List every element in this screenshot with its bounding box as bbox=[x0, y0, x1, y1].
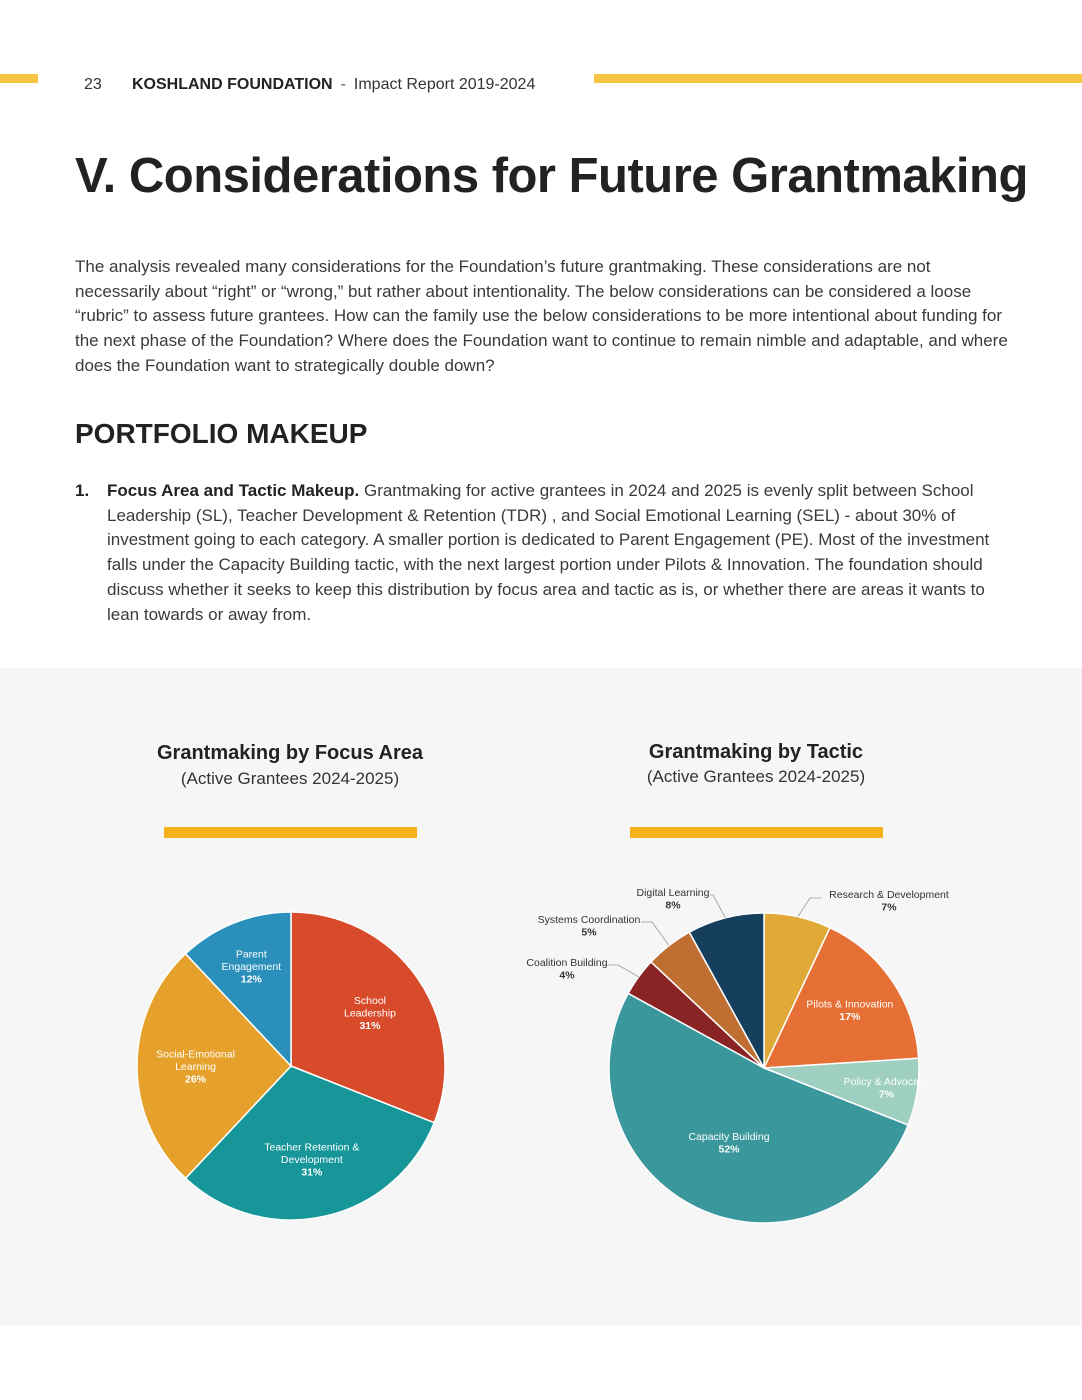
slice-label-capacity-building: Capacity Building 52% bbox=[688, 1131, 770, 1156]
page-title: V. Considerations for Future Grantmaking bbox=[75, 149, 1028, 203]
leader-line bbox=[798, 898, 822, 917]
slice-label-policy-advocacy: Policy & Advocacy 7% bbox=[843, 1076, 930, 1101]
chart-subtitle-tactic: (Active Grantees 2024-2025) bbox=[646, 767, 866, 786]
slice-label-coalition-building: Coalition Building 4% bbox=[526, 956, 608, 982]
list-item-lead: Focus Area and Tactic Makeup. bbox=[107, 481, 360, 500]
organization-name: KOSHLAND FOUNDATION bbox=[132, 76, 333, 93]
list-item-text: Grantmaking for active grantees in 2024 and 2025 is evenly split between School Leadership (SL), Teacher Development & Retention (TDR) , and Social Emotional Learning (SEL) - about 30% of investment going to each category. A smaller portion is dedicated to Parent Engagement (PE). Most of the investment falls under the Capacity Building tactic, with the next largest portion under Pilots & Innovation. The foundation should discuss whether it seeks to keep this distribution by focus area and tactic as is, or whether there are areas it wants to lean towards or away from. bbox=[107, 481, 990, 624]
leader-line bbox=[710, 895, 725, 918]
chart-title-tactic: Grantmaking by Tactic bbox=[648, 741, 864, 763]
section-heading: PORTFOLIO MAKEUP bbox=[75, 418, 368, 449]
leader-line bbox=[608, 965, 639, 977]
slice-label-social-emotional-learning: Social-Emotional Learning 26% bbox=[156, 1048, 235, 1086]
slice-label-school-leadership: School Leadership 31% bbox=[343, 994, 396, 1032]
report-name: Impact Report 2019-2024 bbox=[353, 76, 536, 93]
intro-paragraph: The analysis revealed many considerations for the Foundation’s future grantmaking. These considerations are not necessarily about “right” or “wrong,” but rather about intentionality. The below considerations can be considered a loose “rubric” to assess future grantees. How can the family use the below considerations to be more intentional about funding for the next phase of the Foundation? Where does the Foundation want to continue to remain nimble and adaptable, and where does the Foundation want to strategically double down? bbox=[75, 257, 1008, 375]
slice-label-research-development: Research & Development 7% bbox=[829, 888, 949, 914]
pie-chart-tactic bbox=[526, 887, 948, 1223]
slice-label-parent-engagement: Parent Engagement 12% bbox=[221, 948, 282, 986]
pie-chart-focus-area bbox=[137, 912, 445, 1220]
chart-title-focus-area: Grantmaking by Focus Area bbox=[157, 742, 423, 764]
slice-label-systems-coordination: Systems Coordination 5% bbox=[537, 913, 641, 939]
slice-label-digital-learning: Digital Learning 8% bbox=[636, 886, 710, 912]
chart-subtitle-focus-area: (Active Grantees 2024-2025) bbox=[180, 769, 400, 788]
slice-label-teacher-retention-development: Teacher Retention & Development 31% bbox=[264, 1141, 360, 1179]
page-number: 23 bbox=[84, 76, 102, 93]
slice-label-pilots-innovation: Pilots & Innovation 17% bbox=[806, 998, 894, 1023]
header-separator: - bbox=[340, 76, 346, 93]
list-item-number: 1. bbox=[75, 481, 90, 500]
leader-line bbox=[641, 922, 669, 946]
